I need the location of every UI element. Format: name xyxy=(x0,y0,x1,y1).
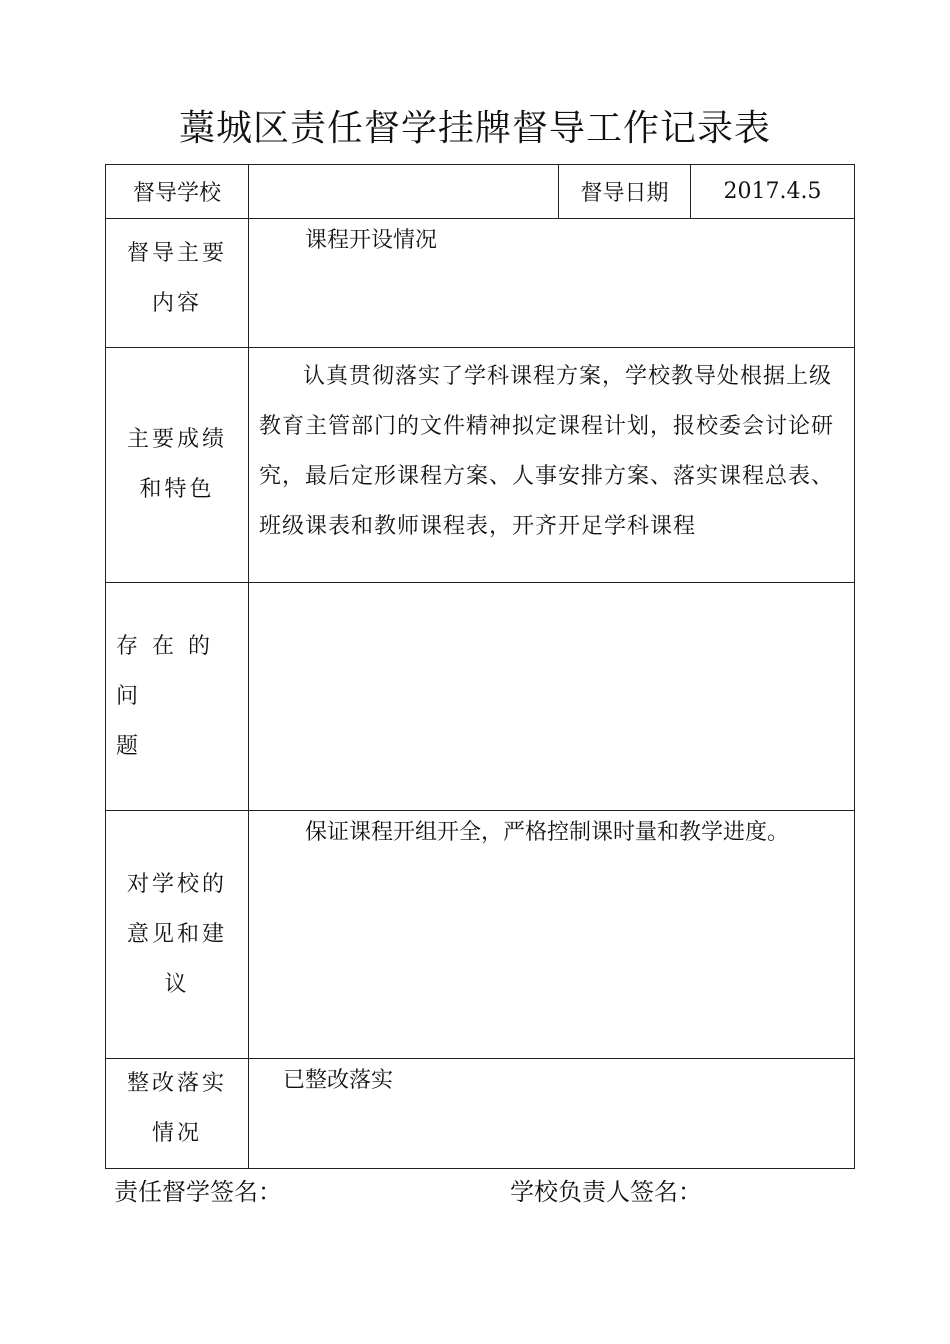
school-label: 督导学校 xyxy=(106,165,249,219)
main-content-value: 课程开设情况 xyxy=(249,219,855,348)
issues-label xyxy=(106,583,249,811)
suggestions-label-line1: 对学校的 xyxy=(126,871,227,897)
row-rectification xyxy=(106,1059,855,1169)
achievements-label xyxy=(106,348,249,583)
row-suggestions xyxy=(106,811,855,1059)
main-content-label-line2: 内容 xyxy=(151,291,202,316)
achievements-label-line2: 和特色 xyxy=(139,477,215,502)
principal-signature-label: 学校负责人签名： xyxy=(510,1178,702,1206)
achievements-label-line1: 主要成绩 xyxy=(126,427,227,452)
achievements-value-cell xyxy=(249,348,855,583)
row-school-date xyxy=(106,165,855,219)
row-main-content xyxy=(106,219,855,348)
school-value xyxy=(249,165,559,219)
inspector-signature-label: 责任督学签名： xyxy=(114,1178,282,1206)
date-label: 督导日期 xyxy=(559,165,691,219)
date-value: 2017.4.5 xyxy=(691,165,855,219)
issues-label-line2: 题 xyxy=(116,733,153,759)
suggestions-label-line2: 意见和建 xyxy=(126,921,227,947)
row-achievements xyxy=(106,348,855,583)
main-content-label-line1: 督导主要 xyxy=(126,241,227,266)
main-content-label xyxy=(106,219,249,348)
issues-value xyxy=(249,583,855,811)
rectification-label xyxy=(106,1059,249,1169)
rectification-value: 已整改落实 xyxy=(249,1059,855,1169)
issues-label-line1: 存在的问 xyxy=(116,633,225,709)
suggestions-label-line3: 议 xyxy=(164,971,190,997)
suggestions-value: 保证课程开组开全，严格控制课时量和教学进度。 xyxy=(249,811,855,1059)
suggestions-label xyxy=(106,811,249,1059)
achievements-value: 认真贯彻落实了学科课程方案，学校教导处根据上级教育主管部门的文件精神拟定课程计划，报校委会讨论研究，最后定形课程方案、人事安排方案、落实课程总表、班级课表和教师课程表，开齐开足学科课程 xyxy=(259,364,835,539)
row-issues xyxy=(106,583,855,811)
rectification-label-line1: 整改落实 xyxy=(126,1071,227,1096)
inspection-record-table xyxy=(105,164,855,1169)
rectification-label-line2: 情况 xyxy=(151,1121,202,1146)
form-title: 藁城区责任督学挂牌督导工作记录表 xyxy=(178,108,771,149)
